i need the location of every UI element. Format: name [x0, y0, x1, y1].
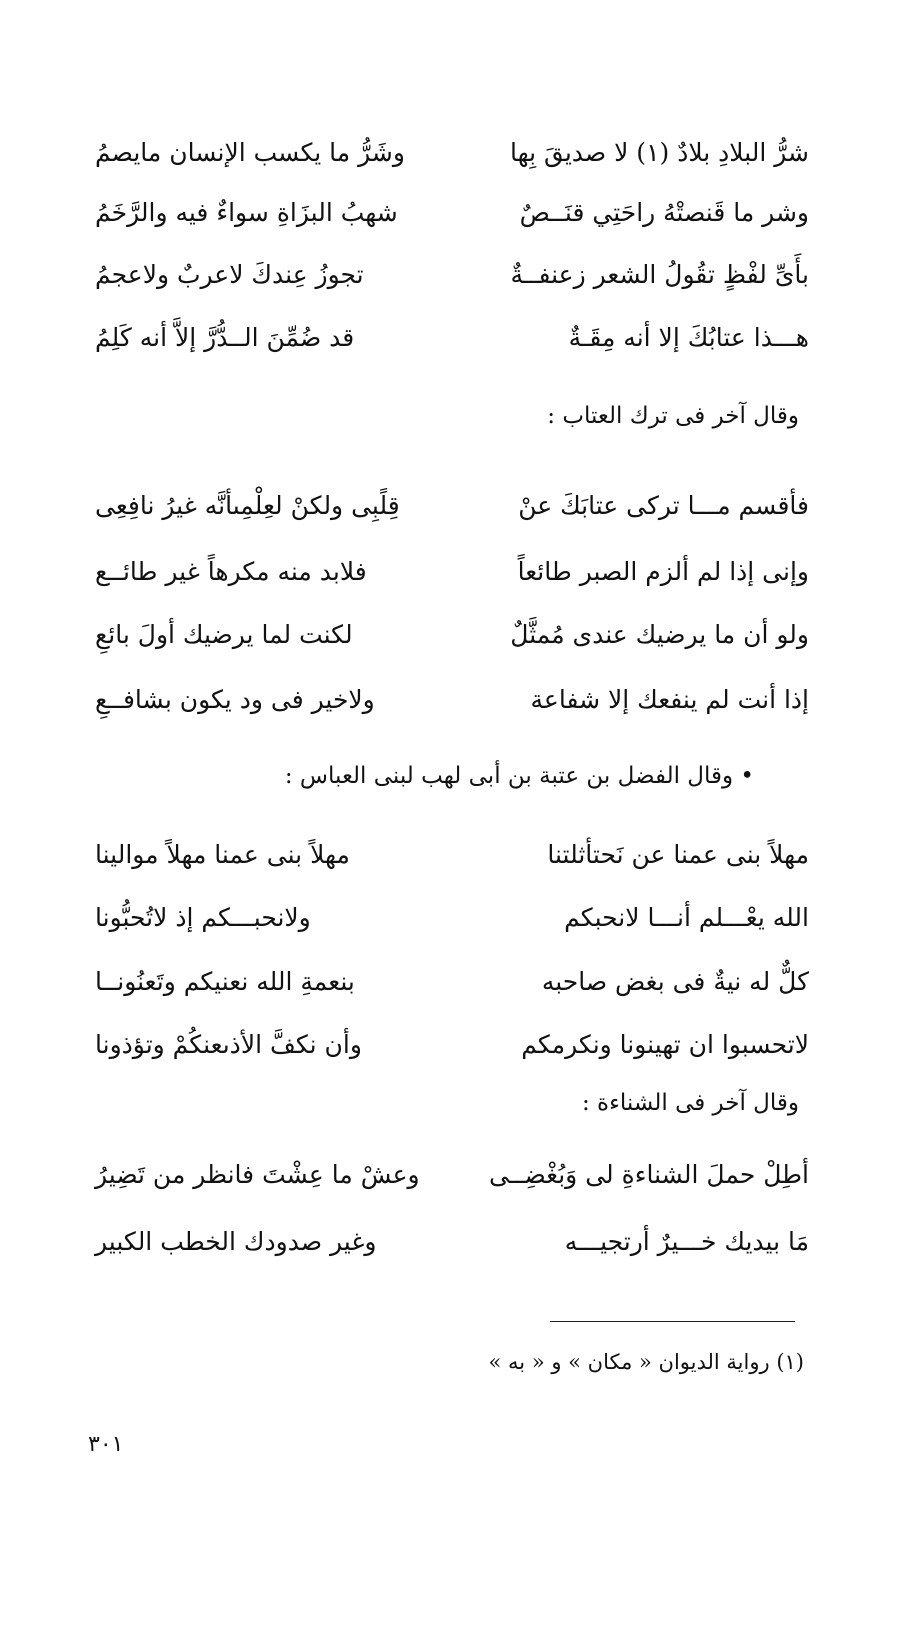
- verse-4-1-first: أطِلْ حملَ الشناءةِ لى وَبُغْضِــى: [489, 1160, 809, 1189]
- section-3-intro: • وقال الفضل بن عتبة بن أبى لهب لبنى العباس :: [284, 763, 754, 789]
- verse-2-2-second: فلابد منه مكرهاً غير طائــع: [95, 557, 367, 586]
- verse-3-4-second: وأن نكفَّ الأذىعنكُمْ وتؤذونا: [95, 1030, 362, 1059]
- section-2-intro: وقال آخر فى ترك العتاب :: [547, 403, 799, 429]
- verse-3-1-first: مهلاً بنى عمنا عن نَحتأثلتنا: [547, 840, 809, 869]
- section-4-intro: وقال آخر فى الشناءة :: [581, 1090, 799, 1116]
- verse-2-4-second: ولاخير فى ود يكون بشافــعِ: [95, 685, 375, 714]
- verse-2-1-second: قِلًبِى ولكنْ لعِلْمِىأنَّه غيرُ نافِعِى: [95, 491, 400, 520]
- verse-1-4-second: قد ضُمِّنَ الــدُّرَّ إلاَّ أنه كَلِمُ: [95, 323, 355, 352]
- verse-1-3-second: تجوزُ عِندكَ لاعربٌ ولاعجمُ: [95, 260, 364, 289]
- verse-4-2-first: مَا بيديك خـــيرٌ أرتجيـــه: [564, 1227, 809, 1256]
- verse-3-2-first: الله يعْـــلم أنـــا لانحبكم: [564, 903, 809, 932]
- footnote: (١) رواية الديوان « مكان » و « به »: [488, 1350, 804, 1374]
- verse-3-1-second: مهلاً بنى عمنا مهلاً موالينا: [95, 840, 350, 869]
- verse-3-3-second: بنعمةِ الله نعنيكم وتَعنُونــا: [95, 967, 355, 996]
- footnote-divider: [550, 1321, 795, 1322]
- verse-4-2-second: وغير صدودك الخطب الكبير: [95, 1227, 377, 1256]
- verse-1-2-second: شهبُ البزَاةِ سواءٌ فيه والرَّخَمُ: [95, 198, 398, 227]
- verse-4-1-second: وعشْ ما عِشْتَ فانظر من تَضِيرُ: [95, 1160, 420, 1189]
- verse-2-3-first: ولو أن ما يرضيك عندى مُمثَّلٌ: [510, 620, 809, 649]
- verse-1-2-first: وشر ما قَنصتْهُ راحَتِي قنَــصٌ: [519, 198, 809, 227]
- verse-3-3-first: كلٌّ له نيةٌ فى بغض صاحبه: [541, 967, 809, 996]
- verse-2-1-first: فأقسم مـــا تركى عتابَكَ عنْ: [518, 491, 809, 520]
- verse-1-1-second: وشَرُّ ما يكسب الإنسان مايصمُ: [95, 138, 405, 167]
- page-number: ٣٠١: [88, 1432, 124, 1457]
- verse-1-4-first: هـــذا عتابُكَ إلا أنه مِقَـةٌ: [568, 323, 809, 352]
- verse-1-3-first: بأَىِّ لفْظٍ تقُولُ الشعر زعنفــةٌ: [510, 260, 809, 289]
- verse-2-2-first: وإنى إذا لم ألزم الصبر طائعاً: [517, 557, 809, 586]
- verse-2-3-second: لكنت لما يرضيك أولَ بائعِ: [95, 620, 353, 649]
- verse-2-4-first: إذا أنت لم ينفعك إلا شفاعة: [530, 685, 809, 714]
- verse-1-1-first: شرُّ البلادِ بلادٌ (١) لا صديقَ بِها: [509, 138, 809, 167]
- verse-3-4-first: لاتحسبوا ان تهينونا ونكرمكم: [521, 1030, 809, 1059]
- verse-3-2-second: ولانحبـــكم إذ لاتُحبُّونا: [95, 903, 311, 932]
